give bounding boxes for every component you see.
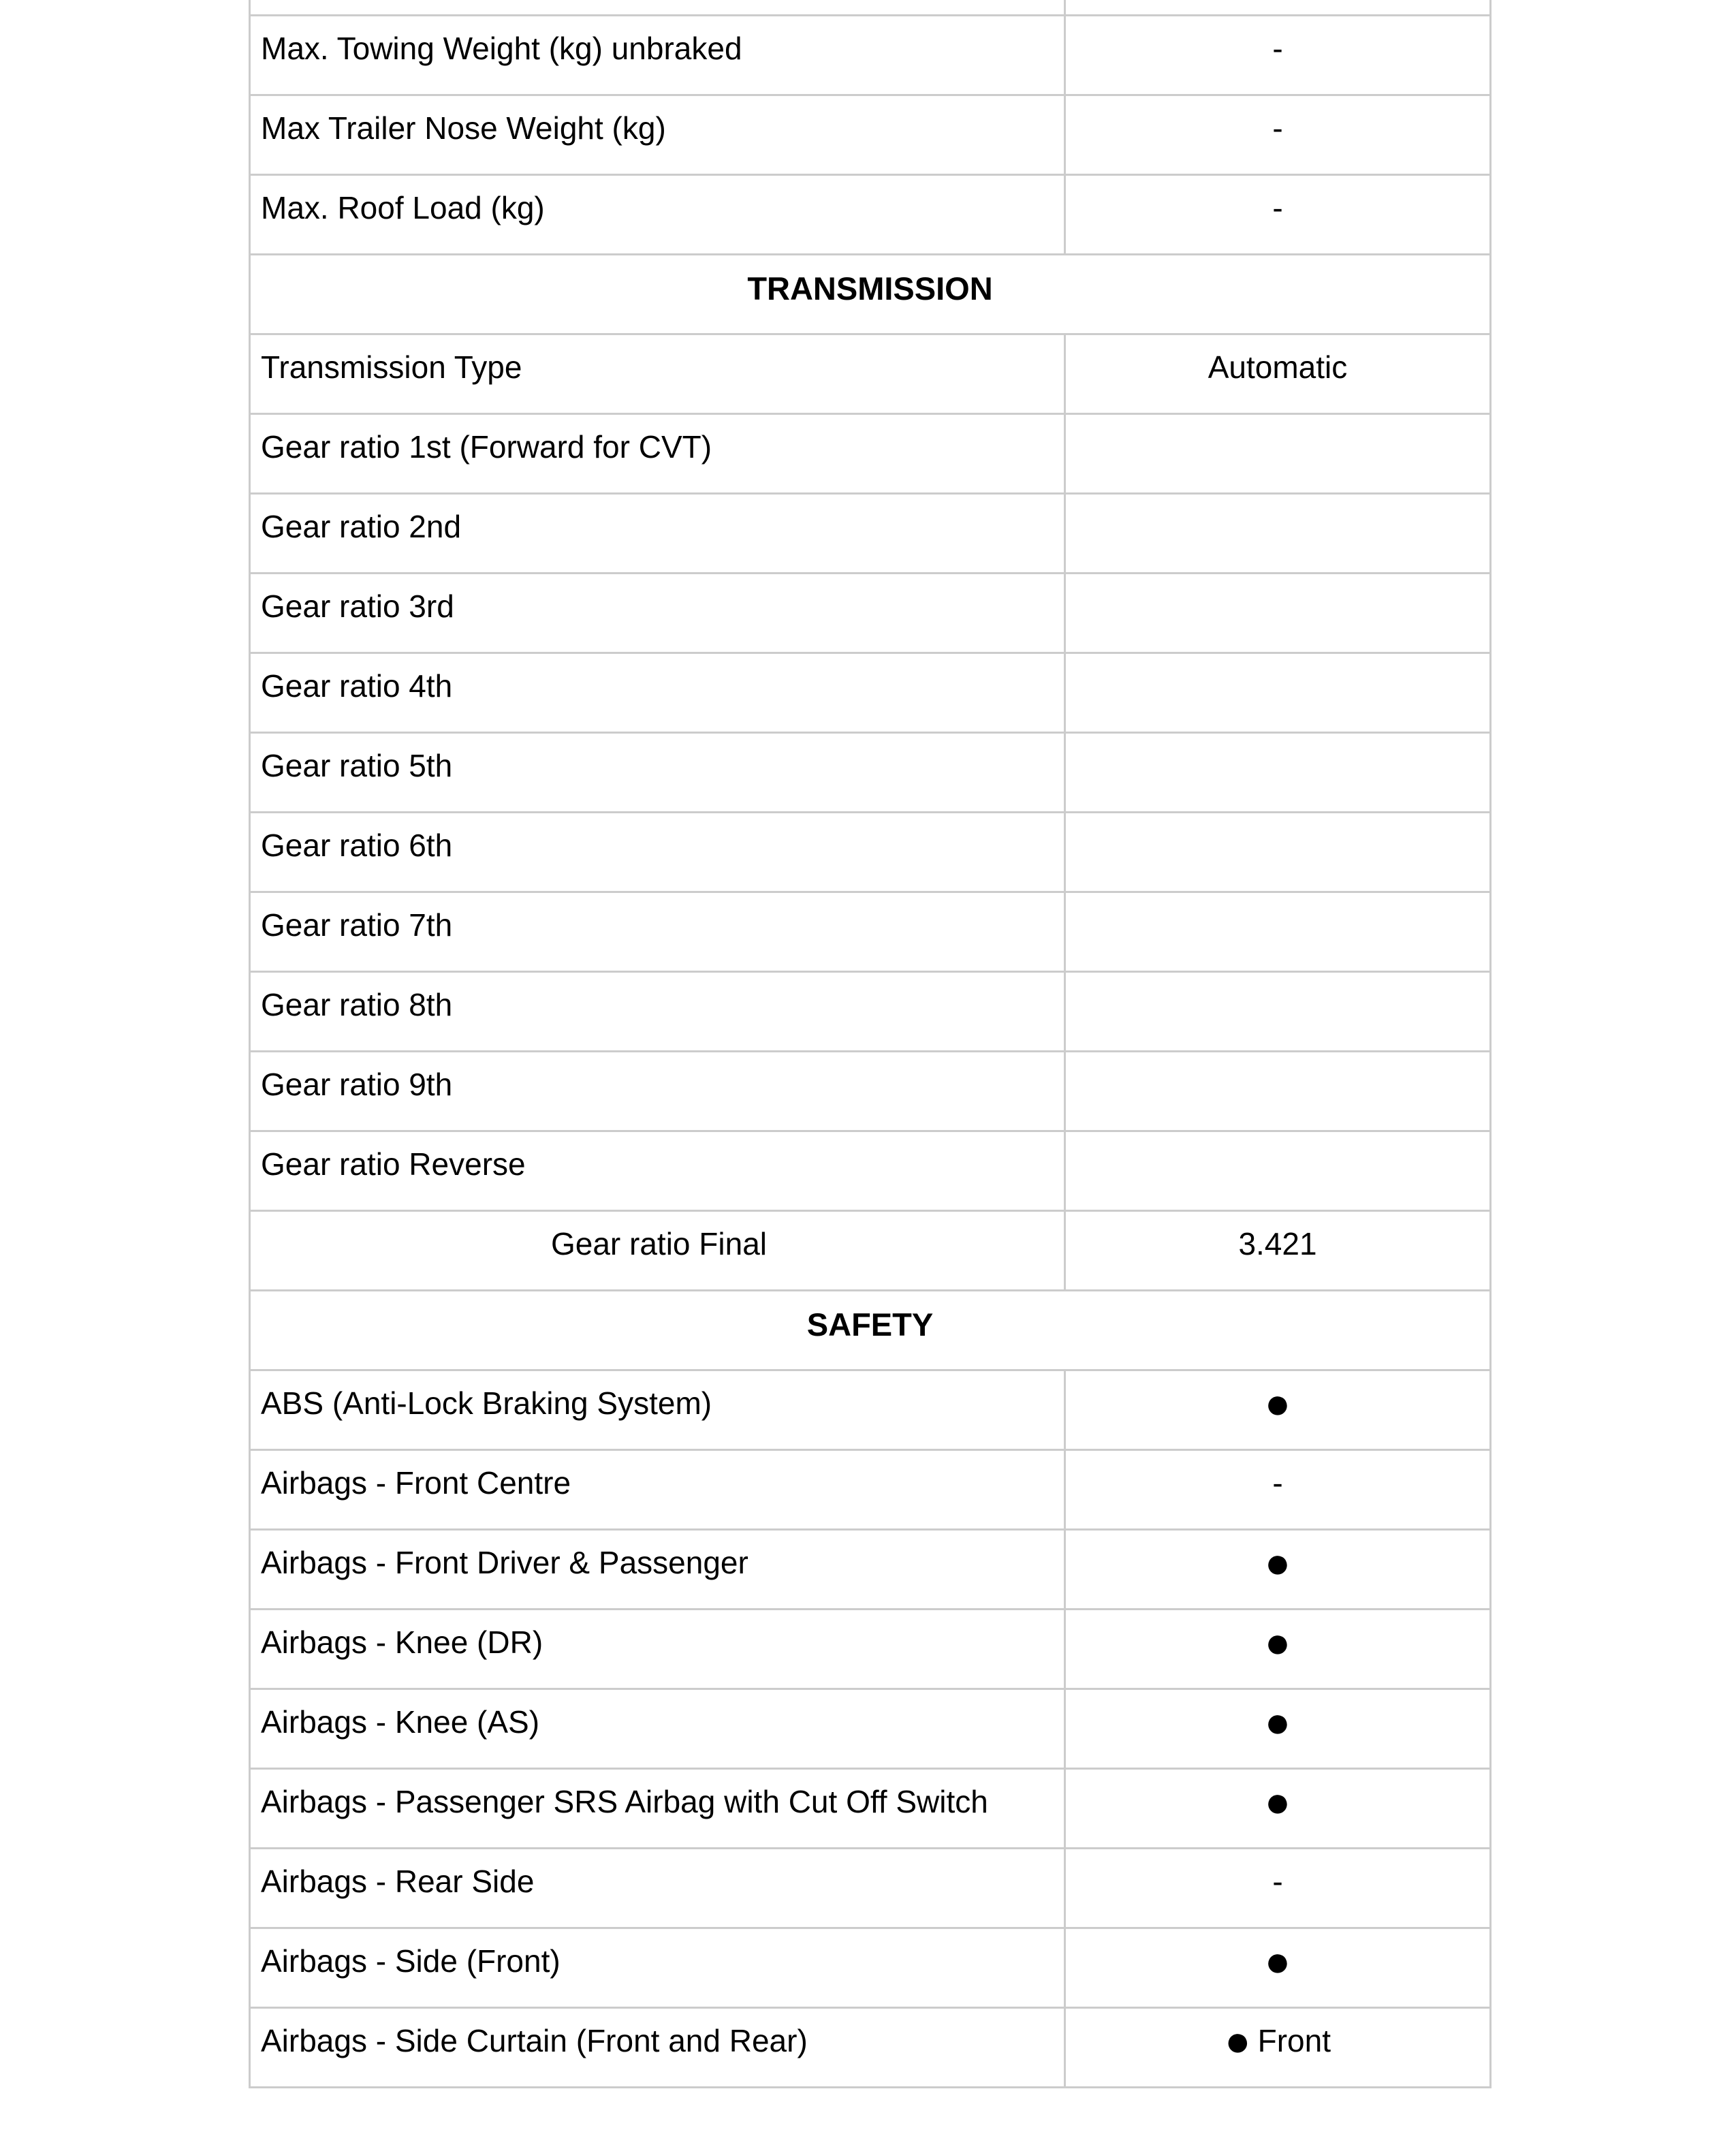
spec-value-cell (1065, 1849, 1491, 1928)
table-row (250, 733, 1491, 813)
table-row (250, 1450, 1491, 1530)
spec-label: Airbags - Front Driver & Passenger (250, 1530, 1065, 1610)
spec-label: Gear ratio 8th (250, 972, 1065, 1052)
spec-value-cell (1065, 813, 1491, 892)
spec-label-cell-empty (250, 0, 1065, 16)
spec-label: Gear ratio Reverse (250, 1131, 1065, 1211)
table-row (250, 1211, 1491, 1291)
spec-value-cell (1065, 494, 1491, 574)
spec-label: Max. Towing Weight (kg) unbraked (250, 16, 1065, 95)
spec-label: Gear ratio 2nd (250, 494, 1065, 574)
filled-circle-icon: ● (1264, 1777, 1291, 1826)
table-row (250, 1928, 1491, 2008)
spec-label: Max Trailer Nose Weight (kg) (250, 95, 1065, 175)
spec-label: Airbags - Side (Front) (250, 1928, 1065, 2008)
spec-value-cell (1065, 1928, 1491, 2008)
spec-value-text: - (1272, 1864, 1283, 1899)
filled-circle-icon: ● (1264, 1379, 1291, 1428)
table-row (250, 1849, 1491, 1928)
spec-value-cell (1065, 1610, 1491, 1689)
spec-value-cell (1065, 733, 1491, 813)
spec-label: Airbags - Side Curtain (Front and Rear) (250, 2008, 1065, 2088)
spec-value-text: Automatic (1208, 349, 1348, 385)
spec-value-cell (1065, 95, 1491, 175)
table-row-partial (250, 0, 1491, 16)
spec-label: Airbags - Front Centre (250, 1450, 1065, 1530)
spec-value-text: 3.421 (1238, 1226, 1317, 1261)
filled-circle-icon: ● (1264, 1538, 1291, 1587)
filled-circle-icon: ● (1224, 2016, 1251, 2065)
spec-value-cell (1065, 972, 1491, 1052)
spec-label: Airbags - Knee (DR) (250, 1610, 1065, 1689)
table-row (250, 972, 1491, 1052)
spec-value-cell (1065, 1131, 1491, 1211)
filled-circle-icon: ● (1264, 1936, 1291, 1986)
spec-value-cell (1065, 1530, 1491, 1610)
spec-value-cell (1065, 1370, 1491, 1450)
spec-label: Max. Roof Load (kg) (250, 175, 1065, 255)
spec-label: Airbags - Knee (AS) (250, 1689, 1065, 1769)
spec-value-cell (1065, 16, 1491, 95)
table-row (250, 1689, 1491, 1769)
spec-table-body (250, 0, 1491, 2088)
spec-label: Gear ratio Final (250, 1211, 1065, 1291)
table-row (250, 653, 1491, 733)
table-row (250, 1131, 1491, 1211)
spec-value-text: Front (1257, 2023, 1331, 2058)
spec-value-cell (1065, 1450, 1491, 1530)
spec-value-text: - (1272, 110, 1283, 146)
spec-value-cell (1065, 1211, 1491, 1291)
spec-value-text: - (1272, 190, 1283, 225)
spec-value-text: - (1272, 31, 1283, 66)
table-row (250, 1530, 1491, 1610)
table-row (250, 1052, 1491, 1131)
spec-value-text: - (1272, 1465, 1283, 1501)
spec-value-cell-empty (1065, 0, 1491, 16)
spec-value-cell (1065, 175, 1491, 255)
spec-label: Gear ratio 9th (250, 1052, 1065, 1131)
filled-circle-icon: ● (1264, 1697, 1291, 1746)
section-title: TRANSMISSION (250, 255, 1491, 334)
spec-value-cell (1065, 414, 1491, 494)
spec-value-cell (1065, 334, 1491, 414)
table-row (250, 16, 1491, 95)
table-row (250, 574, 1491, 653)
table-row (250, 414, 1491, 494)
table-row (250, 494, 1491, 574)
spec-value-cell (1065, 1689, 1491, 1769)
spec-label: Airbags - Passenger SRS Airbag with Cut Off Switch (250, 1769, 1065, 1849)
table-row (250, 2008, 1491, 2088)
vehicle-spec-table (249, 0, 1492, 2088)
table-row (250, 334, 1491, 414)
spec-label: Gear ratio 1st (Forward for CVT) (250, 414, 1065, 494)
spec-value-cell (1065, 1052, 1491, 1131)
table-row (250, 1769, 1491, 1849)
spec-value-cell (1065, 892, 1491, 972)
spec-label: Gear ratio 5th (250, 733, 1065, 813)
spec-label: Gear ratio 4th (250, 653, 1065, 733)
section-title: SAFETY (250, 1291, 1491, 1370)
spec-label: Gear ratio 6th (250, 813, 1065, 892)
table-row (250, 813, 1491, 892)
spec-label: Transmission Type (250, 334, 1065, 414)
spec-value-cell (1065, 574, 1491, 653)
table-row (250, 1610, 1491, 1689)
table-row (250, 95, 1491, 175)
spec-value-cell (1065, 2008, 1491, 2088)
section-header-row (250, 255, 1491, 334)
spec-label: Gear ratio 7th (250, 892, 1065, 972)
filled-circle-icon: ● (1264, 1618, 1291, 1667)
spec-label: ABS (Anti-Lock Braking System) (250, 1370, 1065, 1450)
table-row (250, 1370, 1491, 1450)
spec-label: Gear ratio 3rd (250, 574, 1065, 653)
table-row (250, 892, 1491, 972)
spec-label: Airbags - Rear Side (250, 1849, 1065, 1928)
spec-value-cell (1065, 653, 1491, 733)
table-row (250, 175, 1491, 255)
spec-value-cell (1065, 1769, 1491, 1849)
section-header-row (250, 1291, 1491, 1370)
